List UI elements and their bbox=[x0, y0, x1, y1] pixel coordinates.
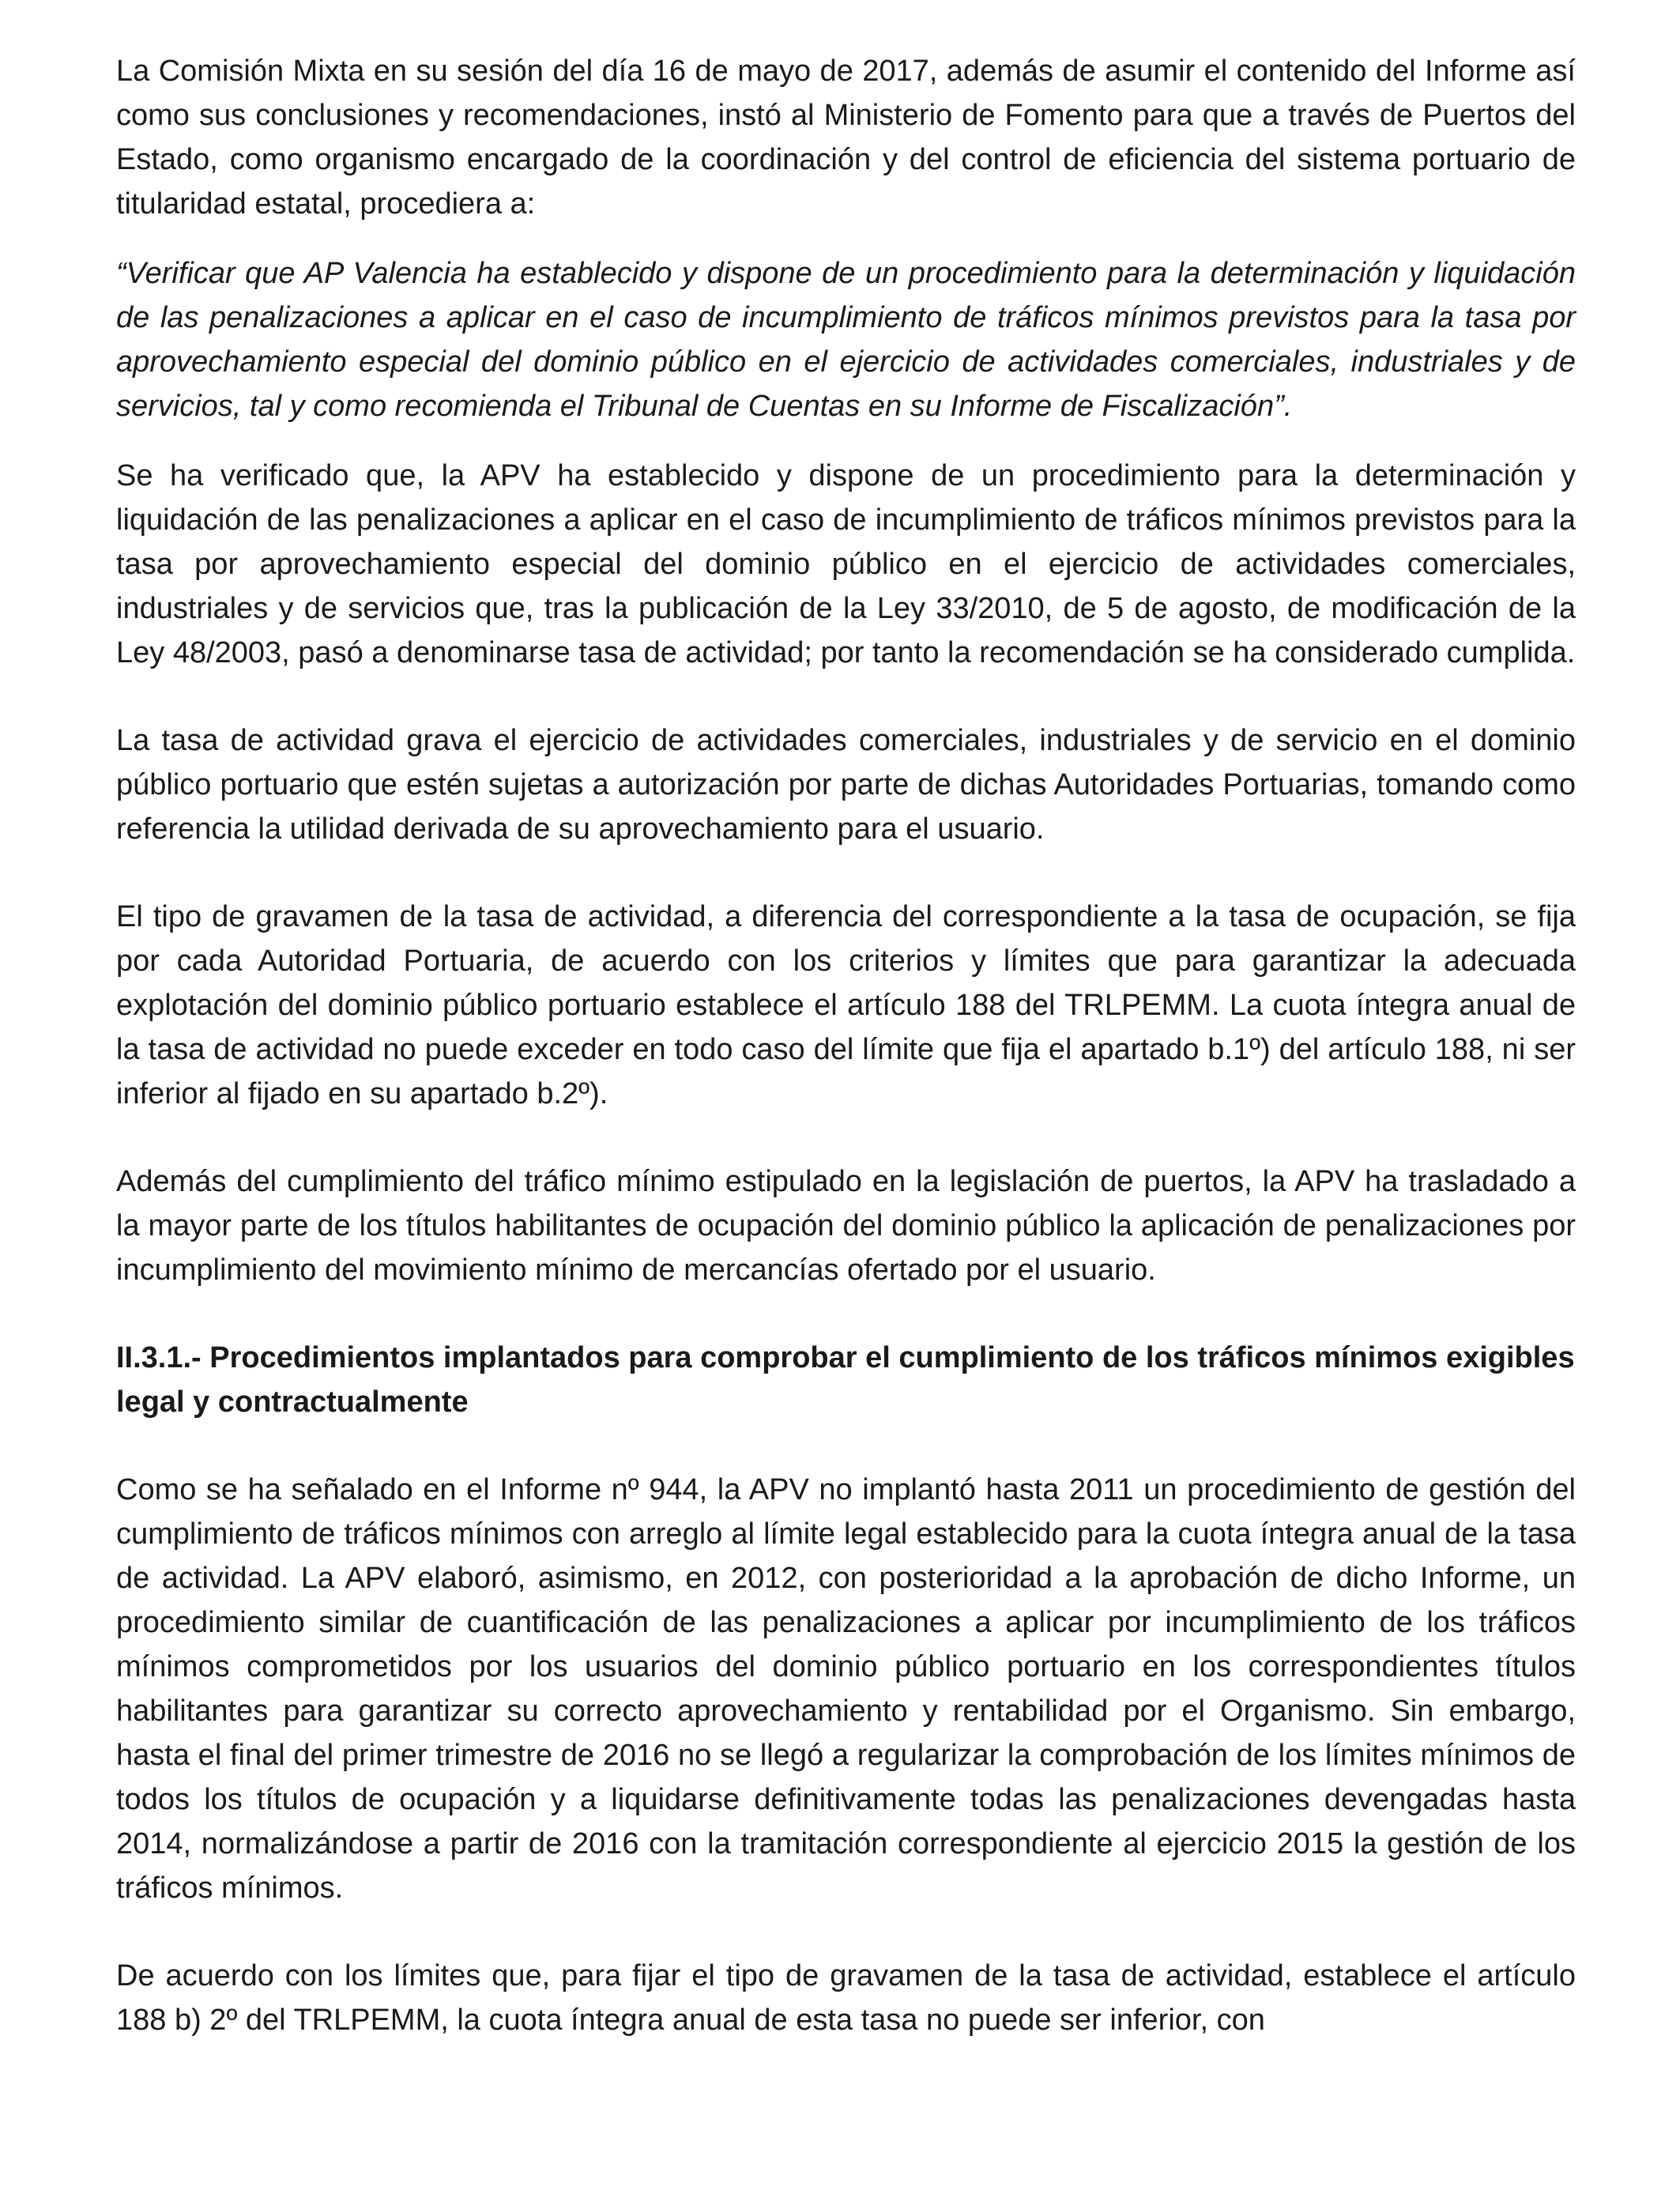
document-page bbox=[116, 49, 1576, 2042]
paragraph-minimum-traffic: Además del cumplimiento del tráfico mínimo estipulado en la legislación de puertos, la APV ha trasladado a la mayor parte de los títulos habilitantes de ocupación del dominio público la aplicación de penalizaciones por incumplimiento del movimiento mínimo de mercancías ofertado por el usuario. bbox=[116, 1165, 1576, 1287]
paragraph-verification: Se ha verificado que, la APV ha establecido y dispone de un procedimiento para la determinación y liquidación de las penalizaciones a aplicar en el caso de incumplimiento de tráficos mínimos previstos para la tasa por aprovechamiento especial del dominio público en el ejercicio de actividades comerciales, industriales y de servicios que, tras la publicación de la Ley 33/2010, de 5 de agosto, de modificación de la Ley 48/2003, pasó a denominarse tasa de actividad; por tanto la recomendación se ha considerado cumplida. bbox=[116, 459, 1576, 669]
paragraph-commission-session: La Comisión Mixta en su sesión del día 16 de mayo de 2017, además de asumir el contenido del Informe así como sus conclusiones y recomendaciones, instó al Ministerio de Fomento para que a través de Puertos del Estado, como organismo encargado de la coordinación y del control de eficiencia del sistema portuario de titularidad estatal, procediera a: bbox=[116, 55, 1576, 221]
paragraph-limits: De acuerdo con los límites que, para fijar el tipo de gravamen de la tasa de actividad, establece el artículo 188 b) 2º del TRLPEMM, la cuota íntegra anual de esta tasa no puede ser inferior, con bbox=[116, 1959, 1576, 2037]
paragraph-tax-rate: El tipo de gravamen de la tasa de actividad, a diferencia del correspondiente a la tasa de ocupación, se fija por cada Autoridad Portuaria, de acuerdo con los criterios y límites que para garantizar la adecuada explotación del dominio público portuario establece el artículo 188 del TRLPEMM. La cuota íntegra anual de la tasa de actividad no puede exceder en todo caso del límite que fija el apartado b.1º) del artículo 188, ni ser inferior al fijado en su apartado b.2º). bbox=[116, 900, 1576, 1110]
paragraph-activity-fee: La tasa de actividad grava el ejercicio de actividades comerciales, industriales y de servicio en el dominio público portuario que estén sujetas a autorización por parte de dichas Autoridades Portuarias, tomando como referencia la utilidad derivada de su aprovechamiento para el usuario. bbox=[116, 724, 1576, 846]
section-heading: II.3.1.- Procedimientos implantados para comprobar el cumplimiento de los tráficos mínimos exigibles legal y contractualmente bbox=[116, 1341, 1575, 1419]
quoted-recommendation: “Verificar que AP Valencia ha establecido y dispone de un procedimiento para la determinación y liquidación de las penalizaciones a aplicar en el caso de incumplimiento de tráficos mínimos previstos para la tasa por aprovechamiento especial del dominio público en el ejercicio de actividades comerciales, industriales y de servicios, tal y como recomienda el Tribunal de Cuentas en su Informe de Fiscalización”. bbox=[116, 257, 1576, 423]
paragraph-procedure-history: Como se ha señalado en el Informe nº 944, la APV no implantó hasta 2011 un procedimiento de gestión del cumplimiento de tráficos mínimos con arreglo al límite legal establecido para la cuota íntegra anual de la tasa de actividad. La APV elaboró, asimismo, en 2012, con posterioridad a la aprobación de dicho Informe, un procedimiento similar de cuantificación de las penalizaciones a aplicar por incumplimiento de los tráficos mínimos comprometidos por los usuarios del dominio público portuario en los correspondientes títulos habilitantes para garantizar su correcto aprovechamiento y rentabilidad por el Organismo. Sin embargo, hasta el final del primer trimestre de 2016 no se llegó a regularizar la comprobación de los límites mínimos de todos los títulos de ocupación y a liquidarse definitivamente todas las penalizaciones devengadas hasta 2014, normalizándose a partir de 2016 con la tramitación correspondiente al ejercicio 2015 la gestión de los tráficos mínimos. bbox=[116, 1473, 1576, 1905]
